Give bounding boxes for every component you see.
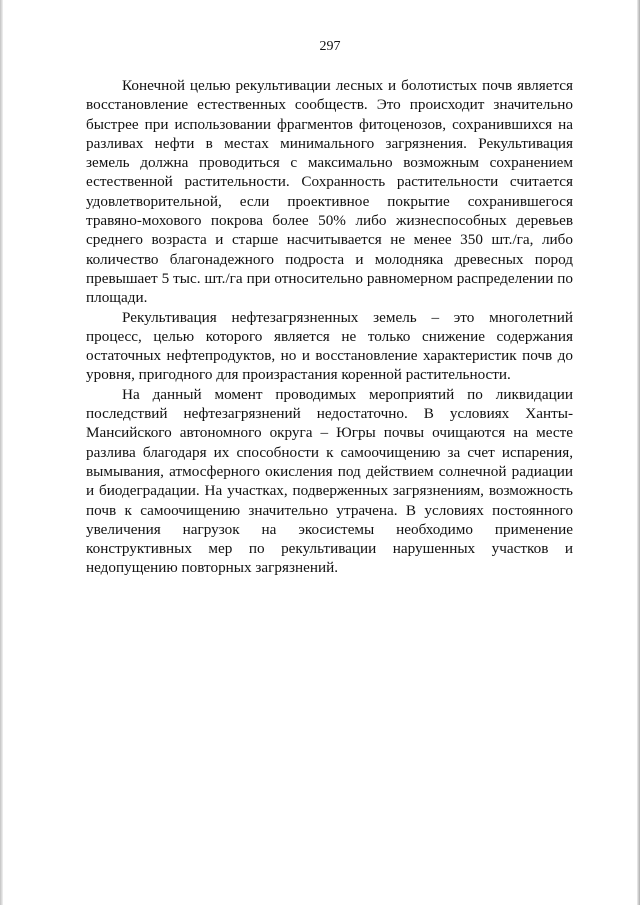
paragraph-1: Конечной целью рекультивации лесных и болотистых почв является восстановление естественных сообществ. Это происходит значительно быстрее при использовании фрагментов фитоценозов, сохранившихся на разливах нефти в местах минимального загрязнения. Рекультивация земель должна проводиться с максимально возможным сохранением естественной растительности. Сохранность растительности считается удовлетворительной, если проективное покрытие сохранившегося травяно-мохового покрова более 50% либо жизнеспособных деревьев среднего возраста и старше насчитывается не менее 350 шт./га, либо количество благонадежного подроста и молодняка древесных пород превышает 5 тыс. шт./га при относительно равномерном распределении по площади.	[86, 77, 573, 307]
paragraph-2: Рекультивация нефтезагрязненных земель – это многолетний процесс, целью которого является не только снижение содержания остаточных нефтепродуктов, но и восстановление характеристик почв до уровня, пригодного для произрастания коренной растительности.	[86, 308, 573, 384]
paragraph-3: На данный момент проводимых мероприятий по ликвидации последствий нефтезагрязнений недостаточно. В условиях Ханты-Мансийского автономного округа – Югры почвы очищаются на месте разлива благодаря их способности к самоочищению за счет испарения, вымывания, атмосферного окисления под действием солнечной радиации и биодеградации. На участках, подверженных загрязнениям, возможность почв к самоочищению значительно утрачена. В условиях постоянного увеличения нагрузок на экосистемы необходимо применение конструктивных мер по рекультивации нарушенных участков и недопущению повторных загрязнений.	[86, 385, 573, 577]
body-text	[86, 76, 573, 578]
page-number: 297	[319, 39, 341, 54]
scan-edge-left	[0, 0, 3, 905]
